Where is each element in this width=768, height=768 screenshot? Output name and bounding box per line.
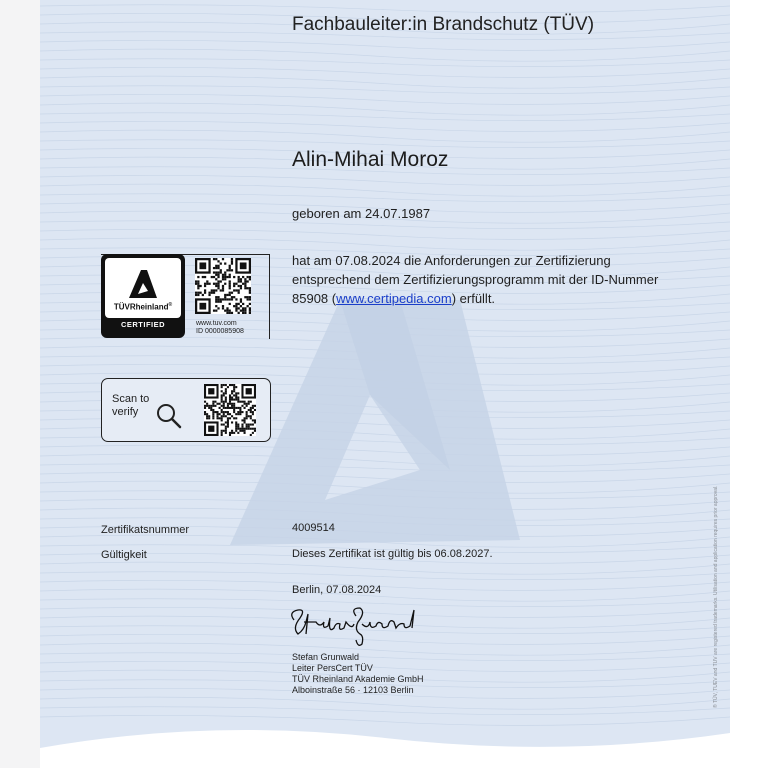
tuv-triangle-icon [105,258,181,304]
certificate-title: Fachbauleiter:in Brandschutz (TÜV) [292,14,595,35]
certificate-number-label: Zertifikatsnummer [101,524,190,536]
magnifier-icon [154,401,184,431]
signatory-block [292,652,492,696]
trademark-footnote-text: ® TÜV, TUEV and TUV are registered trademarks. Utilisation and application requires prior approval. [713,485,719,708]
validity-label: Gültigkeit [101,549,147,561]
certipedia-link[interactable]: www.certipedia.com [336,291,452,306]
certificate-number-value: 4009514 [292,522,335,534]
signatory-company: TÜV Rheinland Akademie GmbH [292,674,424,684]
bottom-wave-decoration [40,708,730,768]
tuv-website: www.tuv.com [196,320,237,327]
requirement-statement [292,251,672,308]
issue-place-date: Berlin, 07.08.2024 [292,584,382,596]
signatory-name: Stefan Grunwald [292,652,360,662]
birth-date: geboren am 24.07.1987 [292,206,431,221]
tuv-rheinland-certified-badge [101,254,185,338]
requirement-text-start: hat am 07.08.2024 die Anforderungen zur Zertifizierung entsprechend dem Zertifizierungsprogramm mit der ID-Nummer 85908 ( [292,253,659,306]
requirement-text-end: ) erfüllt. [451,291,496,306]
trademark-footnote [709,412,721,712]
certificate-id: ID 0000085908 [196,328,244,335]
handwritten-signature [286,600,426,650]
page-margin-left [0,0,40,768]
signatory-role: Leiter PersCert TÜV [292,663,373,673]
holder-name: Alin-Mihai Moroz [292,148,449,171]
page-margin-right [730,0,768,768]
certificate-qr-code[interactable] [195,258,251,314]
validity-value: Dieses Zertifikat ist gültig bis 06.08.2027. [292,548,493,560]
scan-to-verify-box[interactable] [101,378,271,442]
verify-qr-code[interactable] [204,384,256,436]
badge-brand: TÜVRheinland® [113,302,173,312]
badge-info [196,320,244,336]
signatory-address: Alboinstraße 56 · 12103 Berlin [292,685,414,695]
badge-certified-label: CERTIFIED [120,320,166,329]
scan-to-verify-label: Scan to verify [112,393,150,418]
